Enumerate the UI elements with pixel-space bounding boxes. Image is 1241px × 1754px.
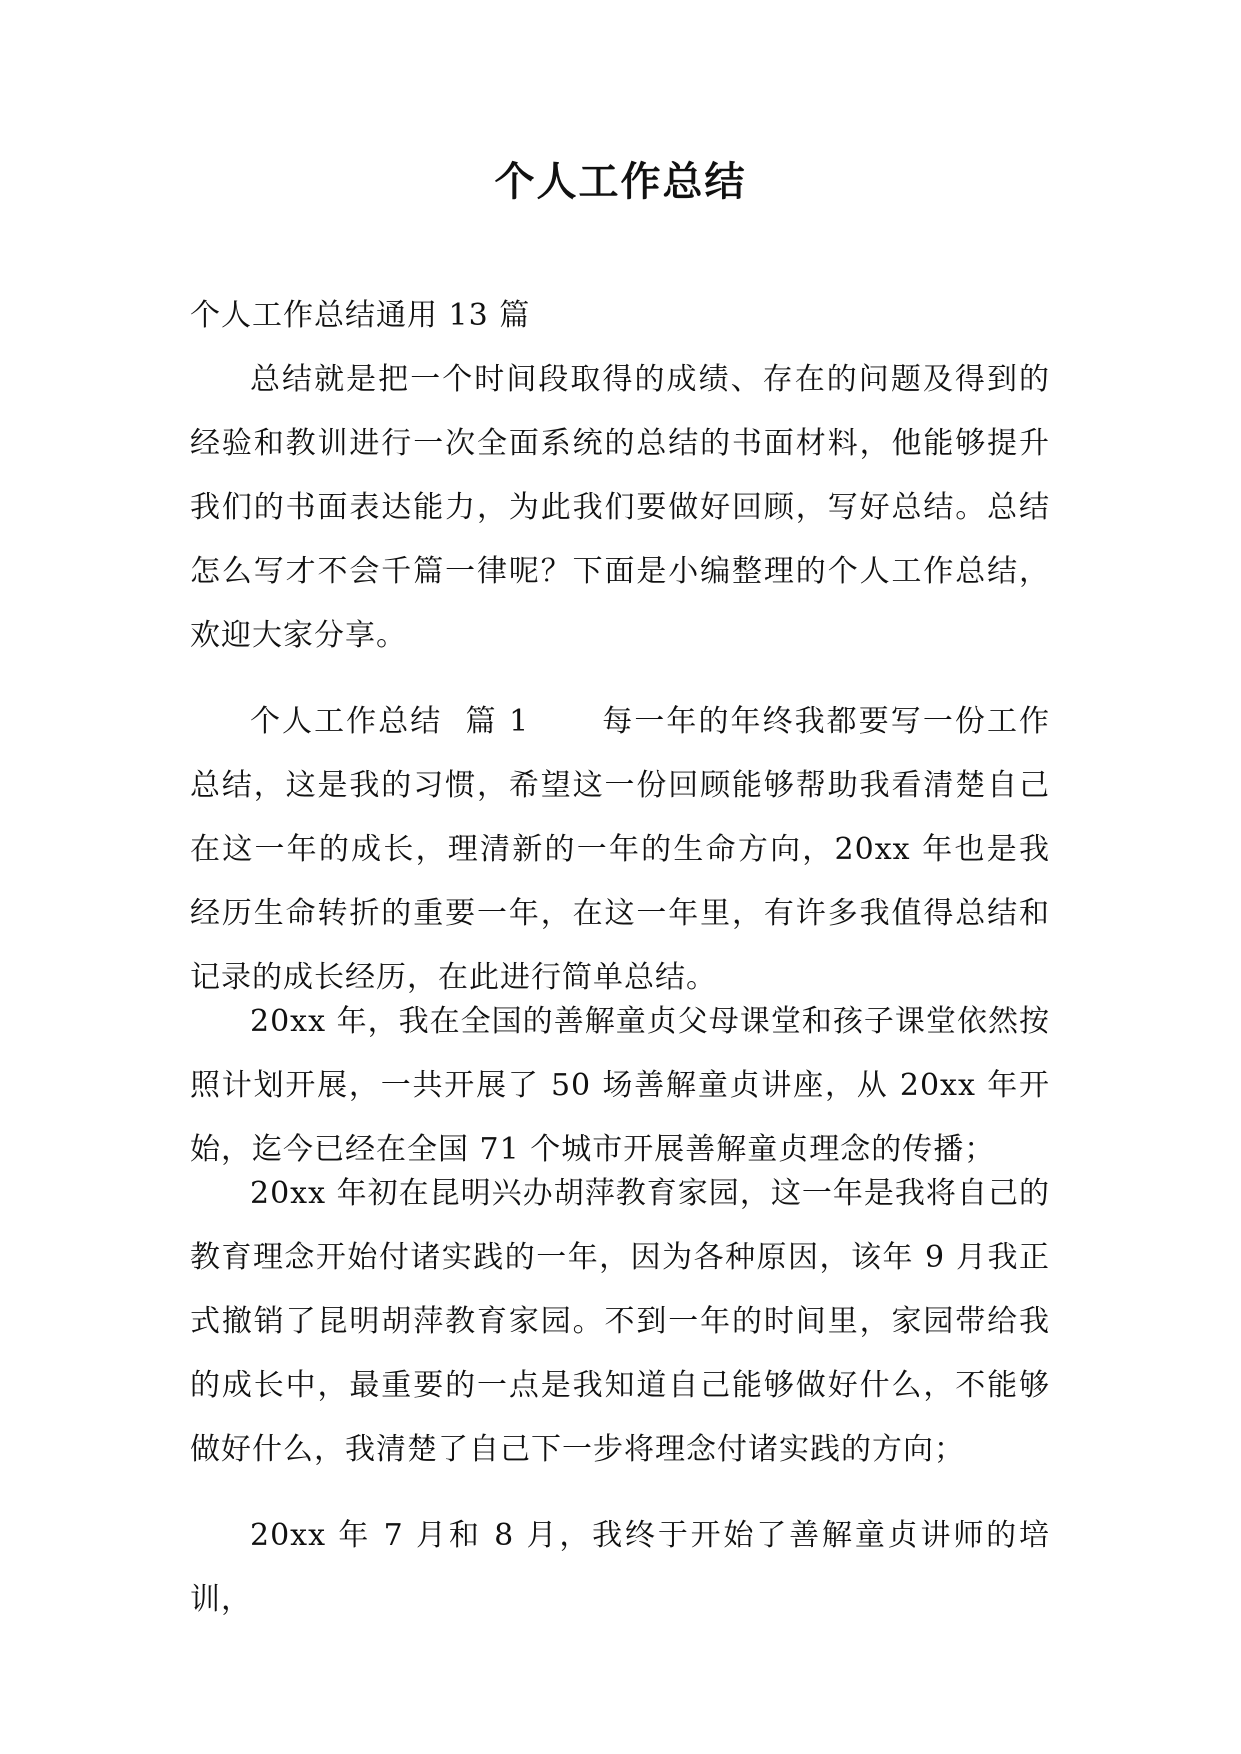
section-heading: 个人工作总结 篇 1 (250, 704, 530, 739)
intro-paragraph: 总结就是把一个时间段取得的成绩、存在的问题及得到的经验和教训进行一次全面系统的总结的书面材料，他能够提升我们的书面表达能力，为此我们要做好回顾，写好总结。总结怎么写才不会千篇一律呢？下面是小编整理的个人工作总结，欢迎大家分享。 (190, 362, 1050, 653)
document-subtitle: 个人工作总结通用 13 篇 (190, 298, 531, 333)
section-1-paragraph (190, 690, 1050, 1010)
paragraph: 20xx 年初在昆明兴办胡萍教育家园，这一年是我将自己的教育理念开始付诸实践的一年，因为各种原因，该年 9 月我正式撤销了昆明胡萍教育家园。不到一年的时间里，家园带给我的成长中，最重要的一点是我知道自己能够做好什么，不能够做好什么，我清楚了自己下一步将理念付诸实践的方向； (190, 1176, 1050, 1467)
paragraph: 20xx 年，我在全国的善解童贞父母课堂和孩子课堂依然按照计划开展，一共开展了 50 场善解童贞讲座，从 20xx 年开始，迄今已经在全国 71 个城市开展善解童贞理念的传播； (190, 1004, 1050, 1167)
paragraph: 20xx 年 7 月和 8 月，我终于开始了善解童贞讲师的培训， (190, 1518, 1050, 1617)
document-title: 个人工作总结 (494, 159, 747, 205)
paragraph-text: 每一年的年终我都要写一份工作总结，这是我的习惯，希望这一份回顾能够帮助我看清楚自己在这一年的成长，理清新的一年的生命方向，20xx 年也是我经历生命转折的重要一年，在这一年里，有许多我值得总结和记录的成长经历，在此进行简单总结。 (190, 704, 1051, 995)
